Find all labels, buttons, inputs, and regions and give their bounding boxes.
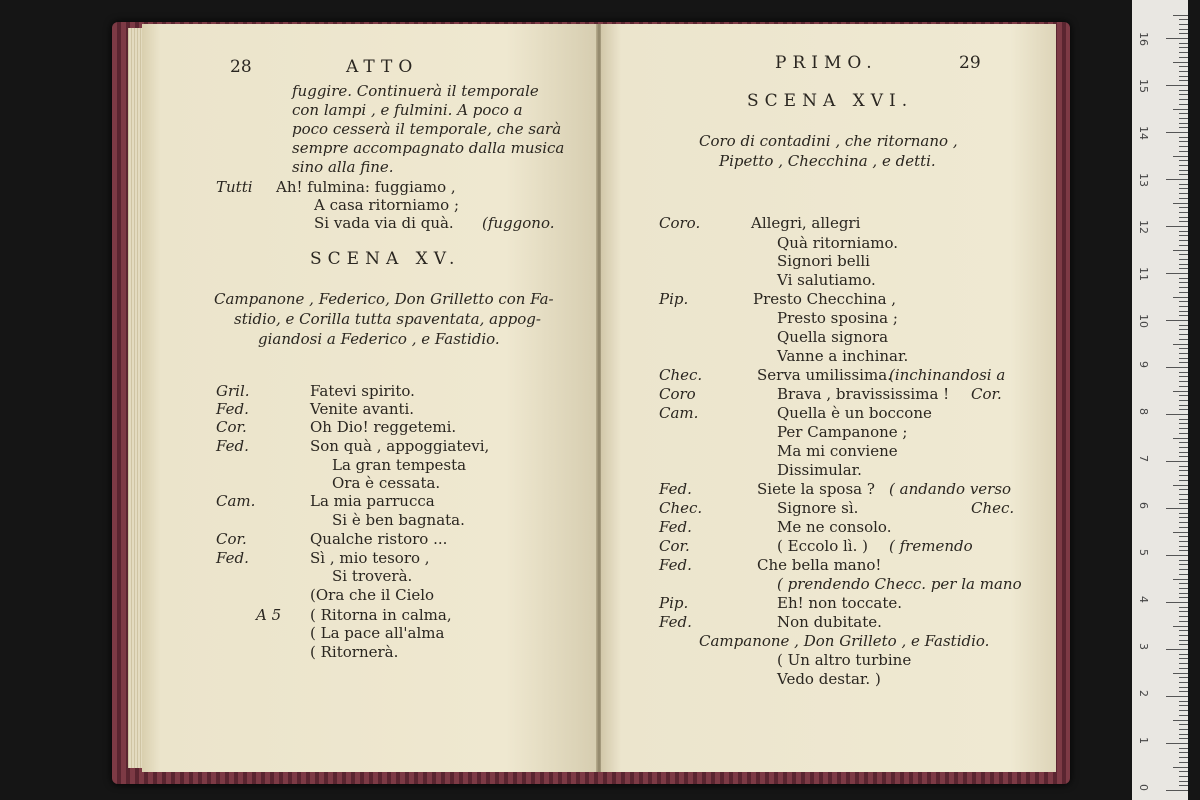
ruler-tick: [1179, 574, 1188, 575]
ruler-tick: [1166, 414, 1188, 415]
verse-line: Vi salutiamo.: [777, 271, 876, 289]
ruler-tick: [1179, 748, 1188, 749]
ruler-tick: [1179, 217, 1188, 218]
ruler-tick: [1179, 757, 1188, 758]
ruler-tick: [1173, 203, 1188, 204]
verse-line: Vanne a inchinar.: [777, 347, 909, 365]
measurement-ruler: [1132, 0, 1188, 800]
ruler-tick: [1179, 235, 1188, 236]
ruler-tick: [1179, 254, 1188, 255]
cast-line: stidio, e Corilla tutta spaventata, appog-: [234, 310, 541, 328]
verse-line: Si è ben bagnata.: [332, 511, 465, 529]
speaker-label: Chec.: [659, 499, 703, 517]
ruler-tick: [1179, 499, 1188, 500]
verse-line: La mia parrucca: [310, 492, 435, 510]
ruler-tick: [1179, 494, 1188, 495]
ruler-tick: [1179, 405, 1188, 406]
ruler-label: 2: [1137, 690, 1150, 697]
right-page: [601, 24, 1056, 772]
speaker-label: Fed.: [216, 437, 249, 455]
ruler-tick: [1166, 602, 1188, 603]
verse-line: Si troverà.: [332, 567, 413, 585]
ruler-tick: [1173, 62, 1188, 63]
ruler-tick: [1179, 231, 1188, 232]
speaker-label: Fed.: [216, 549, 249, 567]
ruler-tick: [1166, 649, 1188, 650]
verse-line: Siete la sposa ?: [757, 480, 875, 498]
verse-line: Me ne consolo.: [777, 518, 892, 536]
ruler-label: 10: [1137, 314, 1150, 328]
ruler-tick: [1179, 470, 1188, 471]
ruler-tick: [1179, 560, 1188, 561]
ruler-label: 1: [1137, 737, 1150, 744]
verse-line: Signori belli: [777, 252, 870, 270]
ruler-tick: [1179, 221, 1188, 222]
ruler-tick: [1173, 579, 1188, 580]
stage-direction-line: sempre accompagnato dalla musica: [292, 139, 565, 157]
verse-line: A casa ritorniamo ;: [314, 196, 460, 214]
scena-title: SCENA XVI.: [747, 91, 914, 111]
ruler-tick: [1179, 90, 1188, 91]
speaker-label: Cor.: [659, 537, 690, 555]
verse-line: Qualche ristoro ...: [310, 530, 448, 548]
ruler-tick: [1173, 626, 1188, 627]
ruler-tick: [1179, 80, 1188, 81]
ruler-tick: [1179, 146, 1188, 147]
ruler-tick: [1173, 250, 1188, 251]
ruler-tick: [1179, 644, 1188, 645]
ruler-tick: [1179, 419, 1188, 420]
scena-title: SCENA XV.: [310, 249, 461, 269]
verse-line: Ma mi conviene: [777, 442, 898, 460]
ruler-tick: [1179, 358, 1188, 359]
stage-aside: ( andando verso: [889, 480, 1012, 498]
ruler-tick: [1179, 282, 1188, 283]
ruler-tick: [1179, 776, 1188, 777]
verse-line: Campanone , Don Grilleto , e Fastidio.: [699, 632, 990, 650]
verse-line: Ora è cessata.: [332, 474, 441, 492]
ruler-tick: [1179, 240, 1188, 241]
ruler-tick: [1179, 423, 1188, 424]
ruler-tick: [1179, 329, 1188, 330]
ruler-tick: [1179, 724, 1188, 725]
ruler-tick: [1179, 607, 1188, 608]
ruler-tick: [1179, 362, 1188, 363]
ruler-tick: [1179, 785, 1188, 786]
ruler-tick: [1179, 381, 1188, 382]
verse-line: Allegri, allegri: [751, 214, 861, 232]
ruler-tick: [1179, 513, 1188, 514]
ruler-tick: [1179, 29, 1188, 30]
ruler-tick: [1179, 47, 1188, 48]
ruler-tick: [1179, 705, 1188, 706]
left-page: [142, 24, 597, 772]
left-page-header: ATTO: [346, 57, 419, 77]
ruler-tick: [1179, 447, 1188, 448]
ruler-tick: [1166, 696, 1188, 697]
speaker-label: Coro.: [659, 214, 701, 232]
ruler-tick: [1179, 386, 1188, 387]
ruler-tick: [1179, 640, 1188, 641]
speaker-label: Cor.: [216, 418, 247, 436]
ruler-tick: [1179, 489, 1188, 490]
ruler-tick: [1179, 174, 1188, 175]
cast-line: giandosi a Federico , e Fastidio.: [258, 330, 500, 348]
ruler-tick: [1179, 442, 1188, 443]
speaker-label: Fed.: [659, 518, 692, 536]
verse-line: Quella signora: [777, 328, 889, 346]
ruler-tick: [1166, 367, 1188, 368]
verse-line: Presto Checchina ,: [753, 290, 897, 308]
ruler-tick: [1179, 301, 1188, 302]
ruler-tick: [1179, 541, 1188, 542]
verse-line: Signore sì.: [777, 499, 859, 517]
ruler-label: 3: [1137, 643, 1150, 650]
verse-line: Presto sposina ;: [777, 309, 898, 327]
ruler-label: 14: [1137, 126, 1150, 140]
stage-aside: Chec.: [971, 499, 1015, 517]
stage-direction-line: fuggire. Continuerà il temporale: [292, 82, 539, 100]
ruler-tick: [1179, 104, 1188, 105]
ruler-tick: [1179, 334, 1188, 335]
verse-line: Serva umilissima.: [757, 366, 892, 384]
ruler-tick: [1166, 743, 1188, 744]
ruler-tick: [1179, 184, 1188, 185]
ruler-tick: [1179, 621, 1188, 622]
ruler-tick: [1179, 611, 1188, 612]
ruler-tick: [1179, 546, 1188, 547]
ruler-tick: [1179, 99, 1188, 100]
ruler-tick: [1179, 536, 1188, 537]
ruler-tick: [1179, 550, 1188, 551]
ruler-tick: [1173, 673, 1188, 674]
ruler-tick: [1179, 19, 1188, 20]
verse-line: Venite avanti.: [310, 400, 415, 418]
ruler-tick: [1179, 734, 1188, 735]
ruler-tick: [1173, 391, 1188, 392]
ruler-tick: [1179, 127, 1188, 128]
ruler-tick: [1179, 771, 1188, 772]
speaker-label: Tutti: [216, 178, 253, 196]
ruler-tick: [1179, 475, 1188, 476]
ruler-tick: [1179, 781, 1188, 782]
ruler-tick: [1179, 564, 1188, 565]
ruler-tick: [1179, 677, 1188, 678]
ruler-tick: [1179, 635, 1188, 636]
ruler-tick: [1179, 616, 1188, 617]
ruler-tick: [1179, 588, 1188, 589]
ruler-tick: [1179, 503, 1188, 504]
ruler-tick: [1179, 339, 1188, 340]
verse-line: Dissimular.: [777, 461, 862, 479]
ruler-tick: [1179, 433, 1188, 434]
ruler-tick: [1173, 15, 1188, 16]
ruler-tick: [1179, 264, 1188, 265]
verse-line: La gran tempesta: [332, 456, 467, 474]
ruler-tick: [1179, 292, 1188, 293]
ruler-tick: [1179, 456, 1188, 457]
verse-line: Eh! non toccate.: [777, 594, 903, 612]
ruler-tick: [1173, 720, 1188, 721]
ruler-tick: [1179, 348, 1188, 349]
ruler-tick: [1179, 353, 1188, 354]
verse-line: Fatevi spirito.: [310, 382, 415, 400]
ruler-tick: [1173, 532, 1188, 533]
ruler-label: 5: [1137, 549, 1150, 556]
verse-line: Non dubitate.: [777, 613, 882, 631]
speaker-label: Cor.: [216, 530, 247, 548]
ruler-tick: [1179, 668, 1188, 669]
ruler-tick: [1179, 729, 1188, 730]
ruler-tick: [1179, 311, 1188, 312]
ruler-tick: [1179, 452, 1188, 453]
ruler-tick: [1179, 583, 1188, 584]
ruler-tick: [1179, 738, 1188, 739]
verse-line: Quà ritorniamo.: [777, 234, 899, 252]
verse-line: Oh Dio! reggetemi.: [310, 418, 457, 436]
ruler-label: 12: [1137, 220, 1150, 234]
ruler-label: 6: [1137, 502, 1150, 509]
ruler-tick: [1179, 480, 1188, 481]
cast-line: Campanone , Federico, Don Grilletto con Fa-: [214, 290, 554, 308]
ruler-tick: [1179, 259, 1188, 260]
verse-line: Si vada via di quà.: [314, 214, 454, 232]
verse-line: ( Ritorna in calma,: [310, 606, 452, 624]
ruler-tick: [1173, 109, 1188, 110]
ruler-tick: [1179, 43, 1188, 44]
ruler-tick: [1179, 245, 1188, 246]
ruler-tick: [1179, 658, 1188, 659]
stage-direction: (fuggono.: [482, 214, 555, 232]
ruler-tick: [1179, 151, 1188, 152]
ruler-label: 4: [1137, 596, 1150, 603]
stage-aside: Cor.: [971, 385, 1002, 403]
ruler-tick: [1166, 461, 1188, 462]
ruler-tick: [1179, 409, 1188, 410]
verse-line: Son quà , appoggiatevi,: [310, 437, 490, 455]
ruler-tick: [1179, 193, 1188, 194]
verse-line: ( Ritornerà.: [310, 643, 399, 661]
speaker-label: Pip.: [659, 290, 689, 308]
ruler-tick: [1179, 710, 1188, 711]
ruler-tick: [1179, 325, 1188, 326]
ruler-tick: [1179, 118, 1188, 119]
right-page-number: 29: [959, 53, 981, 73]
ruler-label: 8: [1137, 408, 1150, 415]
ruler-tick: [1179, 52, 1188, 53]
ruler-tick: [1166, 273, 1188, 274]
ruler-tick: [1166, 320, 1188, 321]
ruler-tick: [1179, 752, 1188, 753]
ruler-tick: [1173, 297, 1188, 298]
ruler-tick: [1179, 691, 1188, 692]
ruler-tick: [1179, 123, 1188, 124]
verse-line: ( La pace all'alma: [310, 624, 445, 642]
verse-line: Per Campanone ;: [777, 423, 908, 441]
ruler-label: 0: [1137, 784, 1150, 791]
ruler-tick: [1179, 212, 1188, 213]
ruler-tick: [1179, 268, 1188, 269]
ruler-tick: [1173, 767, 1188, 768]
ruler-tick: [1166, 226, 1188, 227]
verse-line: Brava , bravississima !: [777, 385, 950, 403]
ruler-tick: [1179, 701, 1188, 702]
ruler-tick: [1173, 485, 1188, 486]
speaker-label: Cam.: [659, 404, 699, 422]
verse-line: Che bella mano!: [757, 556, 882, 574]
ruler-tick: [1179, 527, 1188, 528]
ruler-tick: [1179, 569, 1188, 570]
ruler-tick: [1179, 315, 1188, 316]
cast-line: Coro di contadini , che ritornano ,: [699, 132, 958, 150]
verse-line: ( prendendo Checc. per la mano: [777, 575, 1022, 593]
verse-line: ( Un altro turbine: [777, 651, 912, 669]
ruler-tick: [1179, 33, 1188, 34]
ruler-tick: [1179, 188, 1188, 189]
stage-direction-line: con lampi , e fulmini. A poco a: [292, 101, 523, 119]
ruler-tick: [1173, 156, 1188, 157]
speaker-label: Cam.: [216, 492, 256, 510]
ruler-tick: [1179, 287, 1188, 288]
ruler-tick: [1166, 555, 1188, 556]
ruler-label: 9: [1137, 361, 1150, 368]
stage-direction-line: sino alla fine.: [292, 158, 394, 176]
ruler-label: 7: [1137, 455, 1150, 462]
ruler-tick: [1179, 687, 1188, 688]
ruler-tick: [1179, 715, 1188, 716]
ruler-tick: [1179, 165, 1188, 166]
ruler-tick: [1179, 66, 1188, 67]
cast-line: Pipetto , Checchina , e detti.: [719, 152, 936, 170]
verse-line: Sì , mio tesoro ,: [310, 549, 430, 567]
ruler-label: 13: [1137, 173, 1150, 187]
ruler-tick: [1179, 76, 1188, 77]
ruler-tick: [1166, 38, 1188, 39]
speaker-label: Fed.: [659, 613, 692, 631]
ruler-label: 15: [1137, 79, 1150, 93]
speaker-label: Fed.: [659, 556, 692, 574]
ruler-tick: [1173, 438, 1188, 439]
speaker-label: Chec.: [659, 366, 703, 384]
verse-line: ( Eccolo lì. ): [777, 537, 868, 555]
ruler-tick: [1166, 790, 1188, 791]
ruler-tick: [1179, 654, 1188, 655]
ruler-tick: [1179, 593, 1188, 594]
speaker-label: Pip.: [659, 594, 689, 612]
ruler-tick: [1179, 597, 1188, 598]
ruler-tick: [1179, 663, 1188, 664]
ruler-label: 11: [1137, 267, 1150, 281]
ruler-tick: [1179, 395, 1188, 396]
ruler-tick: [1179, 57, 1188, 58]
ruler-tick: [1179, 428, 1188, 429]
left-page-number: 28: [230, 57, 252, 77]
ruler-tick: [1179, 71, 1188, 72]
ruler-tick: [1179, 137, 1188, 138]
stage-aside: (inchinandosi a: [889, 366, 1006, 384]
verse-line: Ah! fulmina: fuggiamo ,: [276, 178, 456, 196]
ruler-tick: [1179, 278, 1188, 279]
ruler-tick: [1179, 113, 1188, 114]
ruler-tick: [1179, 630, 1188, 631]
verse-line: (Ora che il Cielo: [310, 586, 435, 604]
ruler-tick: [1179, 376, 1188, 377]
ruler-tick: [1179, 400, 1188, 401]
ruler-tick: [1179, 198, 1188, 199]
ruler-tick: [1166, 85, 1188, 86]
right-page-header: PRIMO.: [775, 53, 878, 73]
ruler-tick: [1166, 179, 1188, 180]
ruler-tick: [1179, 517, 1188, 518]
speaker-label: A 5: [256, 606, 282, 624]
ruler-tick: [1179, 207, 1188, 208]
speaker-label: Coro: [659, 385, 696, 403]
ruler-tick: [1179, 306, 1188, 307]
ruler-tick: [1179, 160, 1188, 161]
ruler-tick: [1179, 372, 1188, 373]
ruler-tick: [1179, 170, 1188, 171]
ruler-tick: [1179, 762, 1188, 763]
verse-line: Quella è un boccone: [777, 404, 932, 422]
ruler-tick: [1179, 466, 1188, 467]
ruler-tick: [1179, 24, 1188, 25]
stage-aside: ( fremendo: [889, 537, 973, 555]
ruler-label: 16: [1137, 32, 1150, 46]
speaker-label: Gril.: [216, 382, 250, 400]
speaker-label: Fed.: [659, 480, 692, 498]
stage-direction-line: poco cesserà il temporale, che sarà: [292, 120, 562, 138]
speaker-label: Fed.: [216, 400, 249, 418]
ruler-tick: [1166, 508, 1188, 509]
ruler-tick: [1179, 682, 1188, 683]
ruler-tick: [1166, 132, 1188, 133]
ruler-tick: [1179, 141, 1188, 142]
ruler-tick: [1179, 94, 1188, 95]
verse-line: Vedo destar. ): [777, 670, 881, 688]
ruler-tick: [1179, 522, 1188, 523]
ruler-tick: [1173, 344, 1188, 345]
